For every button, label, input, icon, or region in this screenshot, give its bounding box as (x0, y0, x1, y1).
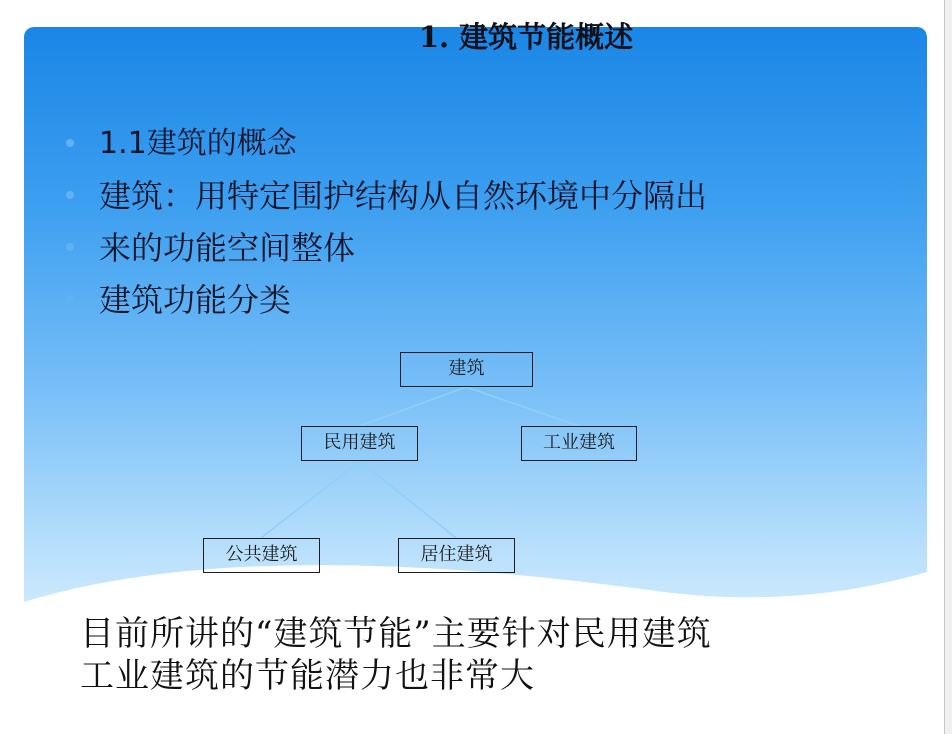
slide-title: 1. 建筑节能概述 (418, 20, 634, 54)
tree-node-civil-building: 民用建筑 (301, 426, 418, 461)
connector-civil-public (261, 461, 360, 538)
connector-root-civil (360, 387, 466, 426)
connector-root-industrial (466, 387, 579, 426)
tree-node-industrial-building: 工业建筑 (521, 426, 637, 461)
bullet-text: 来的功能空间整体 (99, 229, 356, 267)
bullet-text: 1.1建筑的概念 (99, 126, 297, 161)
tree-node-residential-building: 居住建筑 (398, 538, 515, 573)
bottom-text-line-1: 目前所讲的“建筑节能”主要针对民用建筑 (80, 614, 712, 654)
tree-node-public-building: 公共建筑 (203, 538, 320, 573)
tree-node-building: 建筑 (400, 352, 533, 387)
connector-civil-residential (360, 461, 456, 538)
bullet-text: 建筑：用特定围护结构从自然环境中分隔出 (99, 177, 708, 215)
bullet-text: 建筑功能分类 (99, 281, 292, 319)
bottom-text-line-2: 工业建筑的节能潜力也非常大 (80, 656, 535, 696)
